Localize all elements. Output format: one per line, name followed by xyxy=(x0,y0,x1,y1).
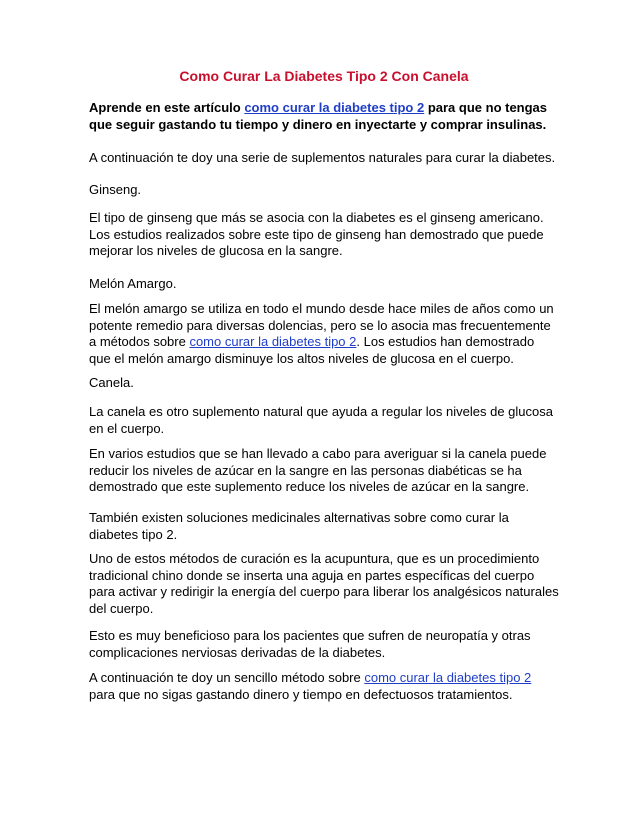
paragraph-supplements: A continuación te doy una serie de suplementos naturales para curar la diabetes. xyxy=(89,150,556,165)
paragraph-alternatives: También existen soluciones medicinales alternativas sobre como curar la diabetes tipo 2. xyxy=(89,510,509,542)
heading-canela: Canela. xyxy=(89,375,134,390)
diabetes-link-3[interactable]: como curar la diabetes tipo 2 xyxy=(364,670,532,685)
intro-text-after: para que no tengas que seguir gastando tu tiempo y dinero en inyectarte y comprar insulinas. xyxy=(89,100,548,132)
paragraph-acupuncture: Uno de estos métodos de curación es la acupuntura, que es un procedimiento tradicional chino donde se inserta una aguja en partes específicas del cuerpo para activar y redirigir la energía del cuerpo para liberar los analgésicos naturales del cuerpo. xyxy=(89,551,559,616)
diabetes-link-2[interactable]: como curar la diabetes tipo 2 xyxy=(189,334,357,349)
intro-text-before: Aprende en este artículo xyxy=(89,100,245,115)
diabetes-link-1[interactable]: como curar la diabetes tipo 2 xyxy=(244,100,425,115)
paragraph-neuropathy: Esto es muy beneficioso para los pacientes que sufren de neuropatía y otras complicaciones nerviosas derivadas de la diabetes. xyxy=(89,628,531,660)
heading-ginseng: Ginseng. xyxy=(89,182,142,197)
paragraph-ginseng: El tipo de ginseng que más se asocia con la diabetes es el ginseng americano. Los estudios realizados sobre este tipo de ginseng han demostrado que puede mejorar los niveles de glucosa en la sangre. xyxy=(89,210,544,258)
paragraph-studies: En varios estudios que se han llevado a cabo para averiguar si la canela puede reducir los niveles de azúcar en la sangre en las personas diabéticas se ha demostrado que este suplemento reduce los niveles de azúcar en la sangre. xyxy=(89,446,547,494)
method-text-after: para que no sigas gastando dinero y tiempo en defectuosos tratamientos. xyxy=(89,686,513,702)
page-title: Como Curar La Diabetes Tipo 2 Con Canela xyxy=(179,68,469,84)
method-text-before: A continuación te doy un sencillo método sobre xyxy=(89,670,365,685)
intro-paragraph xyxy=(89,100,559,133)
heading-melon: Melón Amargo. xyxy=(89,276,177,291)
paragraph-method xyxy=(89,670,559,703)
melon-text-before: El melón amargo se utiliza en todo el mundo desde hace miles de años como un potente remedio para diversas dolencias, pero se lo asocia mas frecuentemente a métodos sobre xyxy=(89,301,554,349)
paragraph-melon xyxy=(89,301,559,367)
paragraph-canela: La canela es otro suplemento natural que ayuda a regular los niveles de glucosa en el cuerpo. xyxy=(89,404,553,436)
melon-text-after: . Los estudios han demostrado que el melón amargo disminuye los altos niveles de glucosa en el cuerpo. xyxy=(89,334,535,366)
